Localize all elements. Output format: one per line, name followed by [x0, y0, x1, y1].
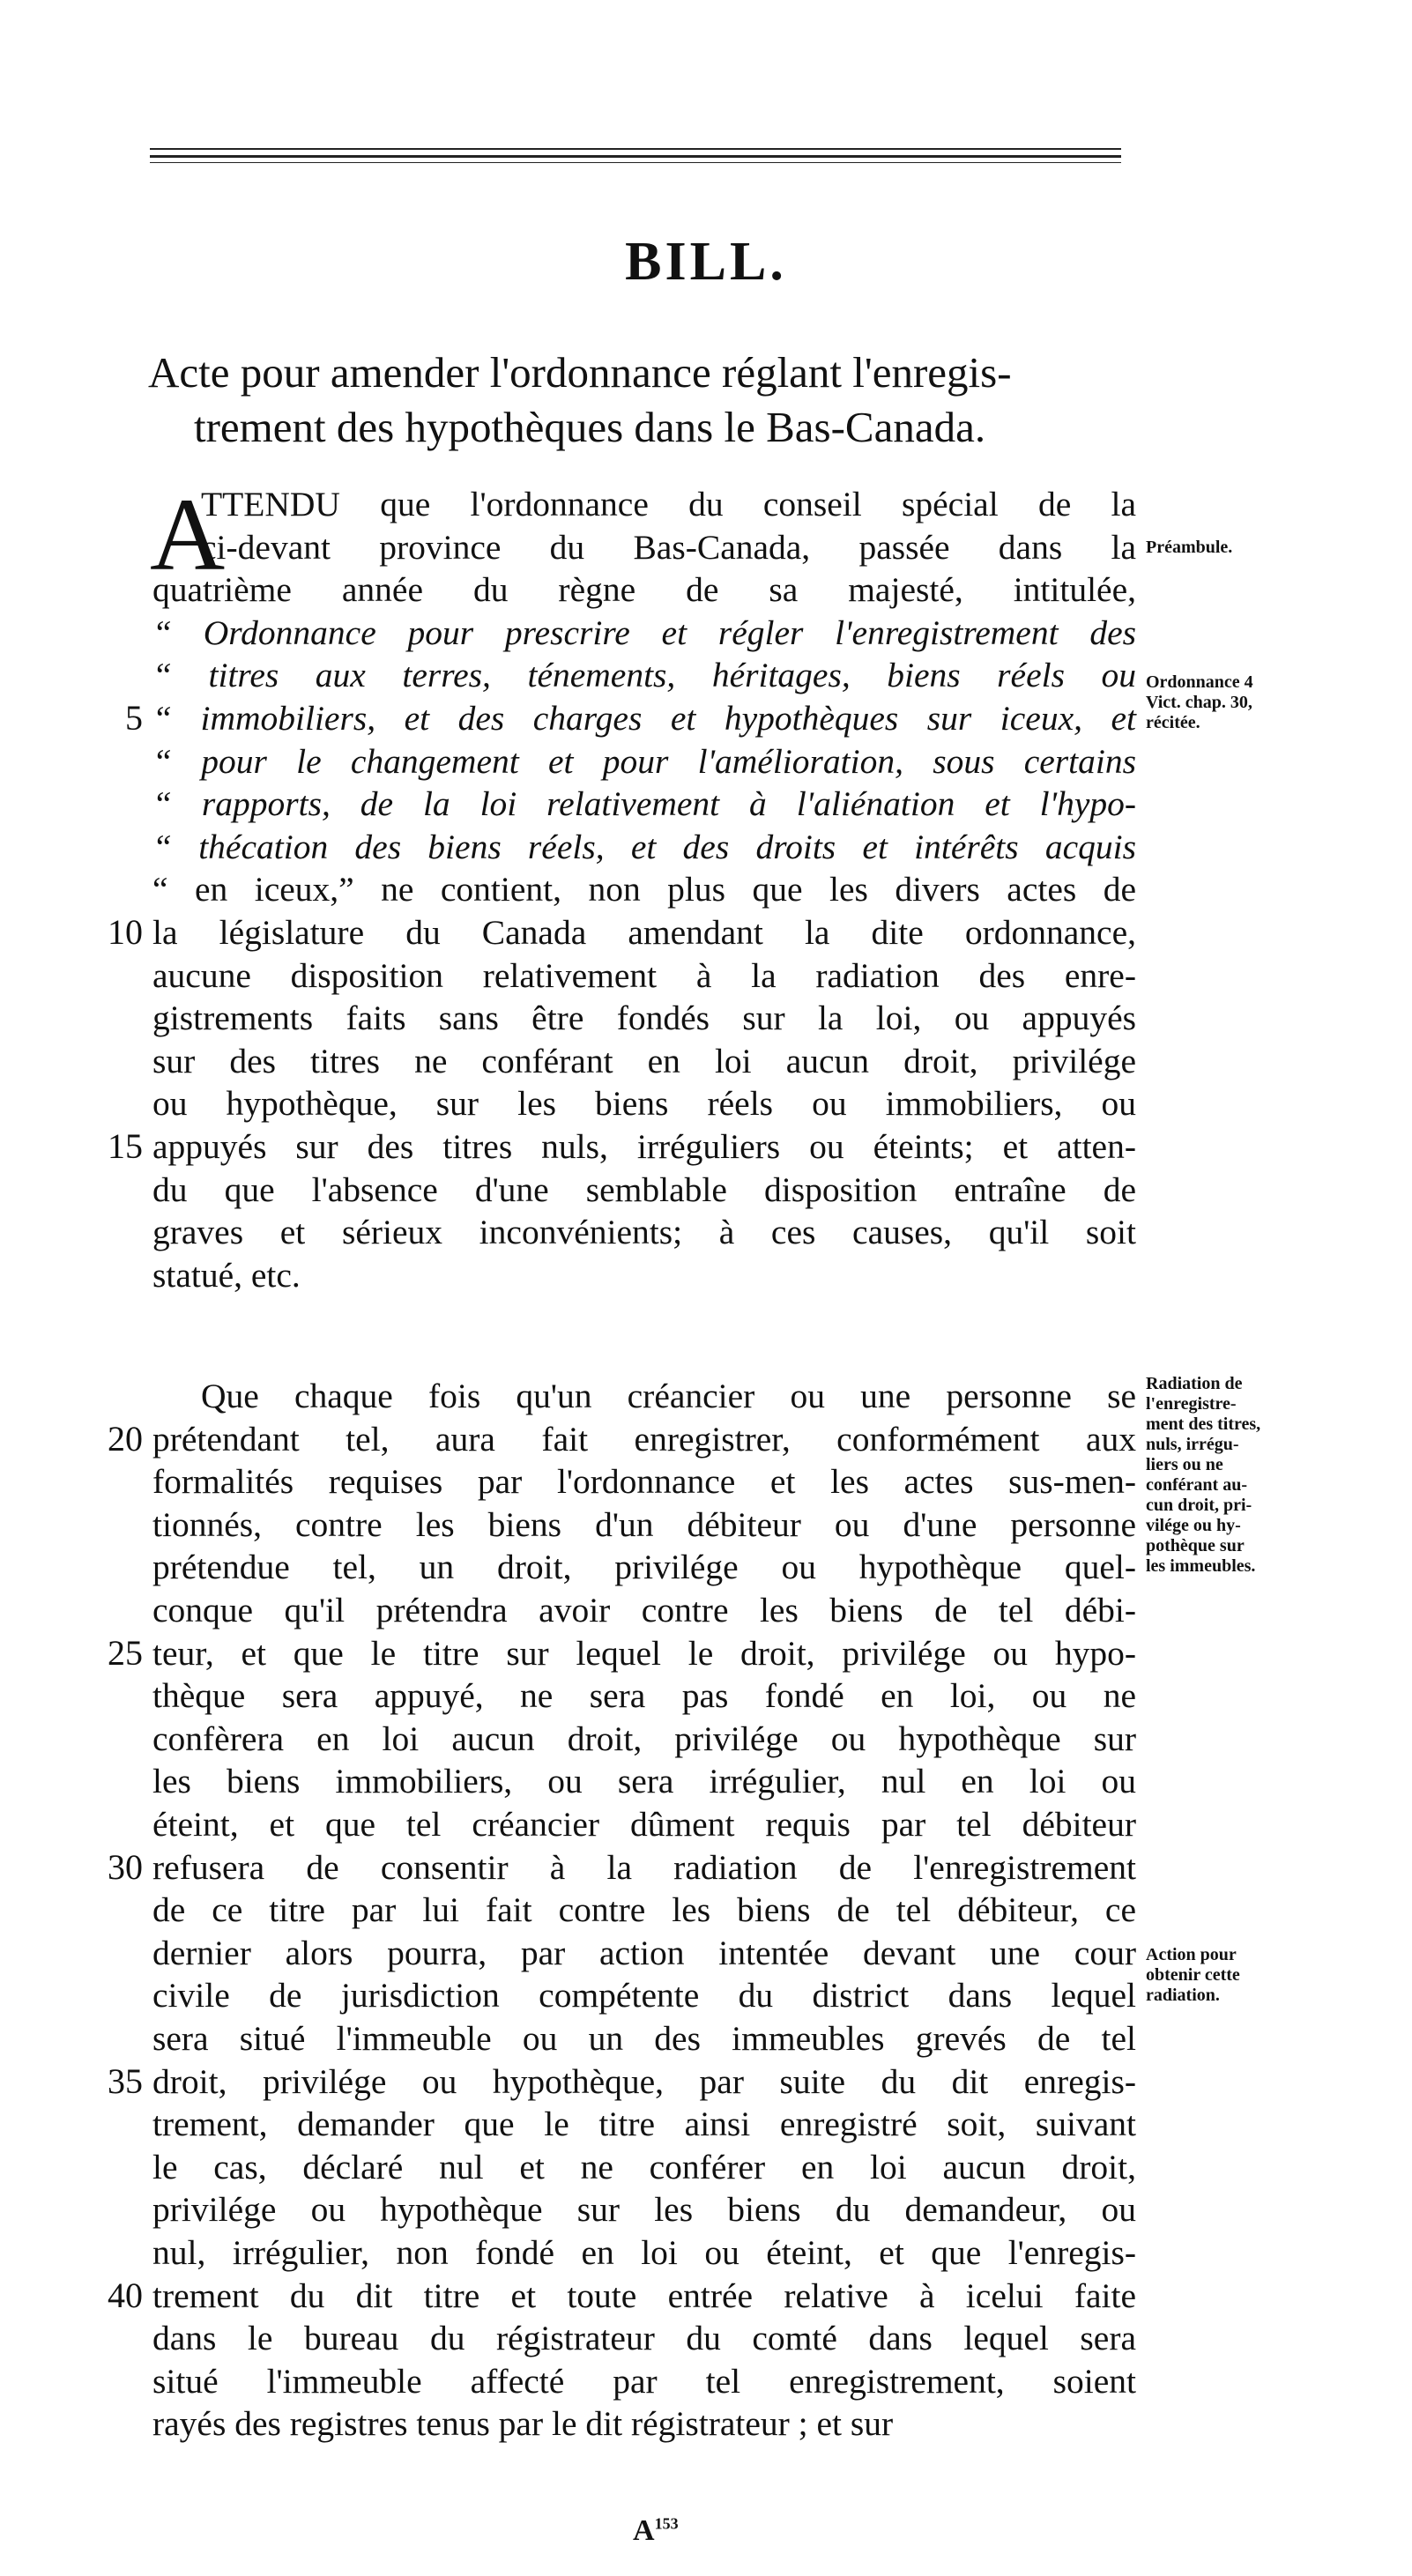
- body-line: situé l'immeuble affecté par tel enregistrement, soient: [152, 2361, 1136, 2401]
- margin-note-action: [1146, 1945, 1410, 2006]
- margin-note-line: Ordonnance 4: [1146, 672, 1253, 692]
- body-line: gistrements faits sans être fondés sur la loi, ou appuyés: [152, 998, 1136, 1038]
- margin-note-line: liers ou ne: [1146, 1455, 1223, 1474]
- body-line: de ce titre par lui fait contre les biens de tel débiteur, ce: [152, 1890, 1136, 1930]
- body-line: la législature du Canada amendant la dite ordonnance,: [152, 913, 1136, 952]
- body-line: “ rapports, de la loi relativement à l'aliénation et l'hypo-: [152, 784, 1136, 824]
- body-line: graves et sérieux inconvénients; à ces causes, qu'il soit: [152, 1213, 1136, 1252]
- body-line: trement du dit titre et toute entrée relative à icelui faite: [152, 2275, 1136, 2315]
- body-line: droit, privilége ou hypothèque, par suite du dit enregis-: [152, 2061, 1136, 2101]
- bill-subtitle: [148, 345, 1135, 455]
- body-line: conque qu'il prétendra avoir contre les biens de tel débi-: [152, 1591, 1136, 1629]
- margin-note-line: récitée.: [1146, 713, 1200, 732]
- margin-note-line: vilége ou hy-: [1146, 1516, 1241, 1535]
- line-number: 10: [108, 912, 143, 952]
- margin-note-preamble: [1146, 538, 1410, 558]
- margin-note-radiation: [1146, 1374, 1410, 1577]
- top-rule-2: [150, 155, 1121, 158]
- body-line: les biens immobiliers, ou sera irrégulier, nul en loi ou: [152, 1762, 1136, 1801]
- margin-note-line: radiation.: [1146, 1986, 1220, 2005]
- body-line: dernier alors pourra, par action intentée devant une cour: [152, 1933, 1136, 1972]
- body-line: TTENDU que l'ordonnance du conseil spécial de la: [201, 485, 1136, 523]
- subtitle-line-1: Acte pour amender l'ordonnance réglant l'enregis-: [148, 348, 1012, 397]
- body-line: privilége ou hypothèque sur les biens du demandeur, ou: [152, 2190, 1136, 2230]
- margin-note-line: ment des titres,: [1146, 1414, 1261, 1434]
- body-line: ou hypothèque, sur les biens réels ou immobiliers, ou: [152, 1084, 1136, 1124]
- page-title: BILL.: [625, 232, 787, 292]
- signature-letter: A: [633, 2514, 655, 2547]
- body-line: “ pour le changement et pour l'amélioration, sous certains: [152, 741, 1136, 781]
- margin-note-line: obtenir cette: [1146, 1965, 1240, 1985]
- margin-note-preamble-text: Préambule.: [1146, 538, 1233, 557]
- drop-cap: A: [150, 477, 226, 592]
- body-line: le cas, déclaré nul et ne conférer en loi aucun droit,: [152, 2147, 1136, 2186]
- body-line: éteint, et que tel créancier dûment requis par tel débiteur: [152, 1805, 1136, 1844]
- line-number: 5: [125, 698, 143, 738]
- line-number: 25: [108, 1632, 143, 1673]
- body-line: thèque sera appuyé, ne sera pas fondé en loi, ou ne: [152, 1676, 1136, 1716]
- body-line: statué, etc.: [152, 1255, 301, 1295]
- body-line: trement, demander que le titre ainsi enregistré soit, suivant: [152, 2105, 1136, 2144]
- body-line: prétendue tel, un droit, privilége ou hypothèque quel-: [152, 1548, 1136, 1587]
- signature-number: 153: [654, 2514, 679, 2533]
- body-line: aucune disposition relativement à la radiation des enre-: [152, 955, 1136, 995]
- body-line: quatrième année du règne de sa majesté, intitulée,: [152, 570, 1136, 610]
- body-line: “ en iceux,” ne contient, non plus que les divers actes de: [152, 870, 1136, 909]
- line-number: 35: [108, 2060, 143, 2101]
- body-line: rayés des registres tenus par le dit régistrateur ; et sur: [152, 2404, 894, 2444]
- margin-note-line: pothèque sur: [1146, 1536, 1245, 1555]
- body-line: “ immobiliers, et des charges et hypothèques sur iceux, et: [152, 699, 1136, 738]
- line-number: 40: [108, 2275, 143, 2315]
- body-line: “ titres aux terres, ténements, héritages, biens réels ou: [152, 656, 1136, 695]
- body-line: refusera de consentir à la radiation de l'enregistrement: [152, 1847, 1136, 1887]
- margin-note-line: Vict. chap. 30,: [1146, 693, 1252, 712]
- body-line: nul, irrégulier, non fondé en loi ou éteint, et que l'enregis-: [152, 2233, 1136, 2272]
- body-line: ci-devant province du Bas-Canada, passée dans la: [201, 527, 1136, 567]
- top-rule-3: [150, 162, 1121, 163]
- body-line: civile de jurisdiction compétente du district dans lequel: [152, 1976, 1136, 2016]
- body-line: dans le bureau du régistrateur du comté dans lequel sera: [152, 2319, 1136, 2358]
- margin-note-line: Action pour: [1146, 1945, 1237, 1964]
- line-number: 20: [108, 1418, 143, 1459]
- body-line: prétendant tel, aura fait enregistrer, conformément aux: [152, 1419, 1136, 1459]
- body-line: sera situé l'immeuble ou un des immeubles grevés de tel: [152, 2019, 1136, 2058]
- margin-note-line: Radiation de: [1146, 1374, 1243, 1393]
- margin-note-line: cun droit, pri-: [1146, 1496, 1252, 1515]
- body-line: tionnés, contre les biens d'un débiteur ou d'une personne: [152, 1504, 1136, 1544]
- margin-note-line: l'enregistre-: [1146, 1394, 1237, 1414]
- line-number: 15: [108, 1126, 143, 1166]
- body-line: “ Ordonnance pour prescrire et régler l'enregistrement des: [152, 612, 1136, 652]
- line-number: 30: [108, 1846, 143, 1887]
- body-line: “ thécation des biens réels, et des droits et intérêts acquis: [152, 827, 1136, 866]
- body-line: appuyés sur des titres nuls, irréguliers ou éteints; et atten-: [152, 1127, 1136, 1166]
- body-line: Que chaque fois qu'un créancier ou une personne se: [201, 1377, 1136, 1415]
- subtitle-line-2: trement des hypothèques dans le Bas-Canada.: [194, 403, 986, 451]
- top-rule-1: [150, 148, 1121, 150]
- margin-note-line: les immeubles.: [1146, 1556, 1256, 1576]
- body-line: du que l'absence d'une semblable disposition entraîne de: [152, 1169, 1136, 1209]
- margin-note-ordonnance: [1146, 672, 1410, 733]
- margin-note-line: nuls, irrégu-: [1146, 1435, 1239, 1454]
- body-line: teur, et que le titre sur lequel le droit, privilége ou hypo-: [152, 1633, 1136, 1673]
- margin-note-line: conférant au-: [1146, 1475, 1247, 1495]
- signature-mark: [633, 2514, 679, 2548]
- body-line: formalités requises par l'ordonnance et les actes sus-men-: [152, 1462, 1136, 1502]
- body-line: confèrera en loi aucun droit, privilége ou hypothèque sur: [152, 1719, 1136, 1758]
- body-line: sur des titres ne conférant en loi aucun droit, privilége: [152, 1041, 1136, 1080]
